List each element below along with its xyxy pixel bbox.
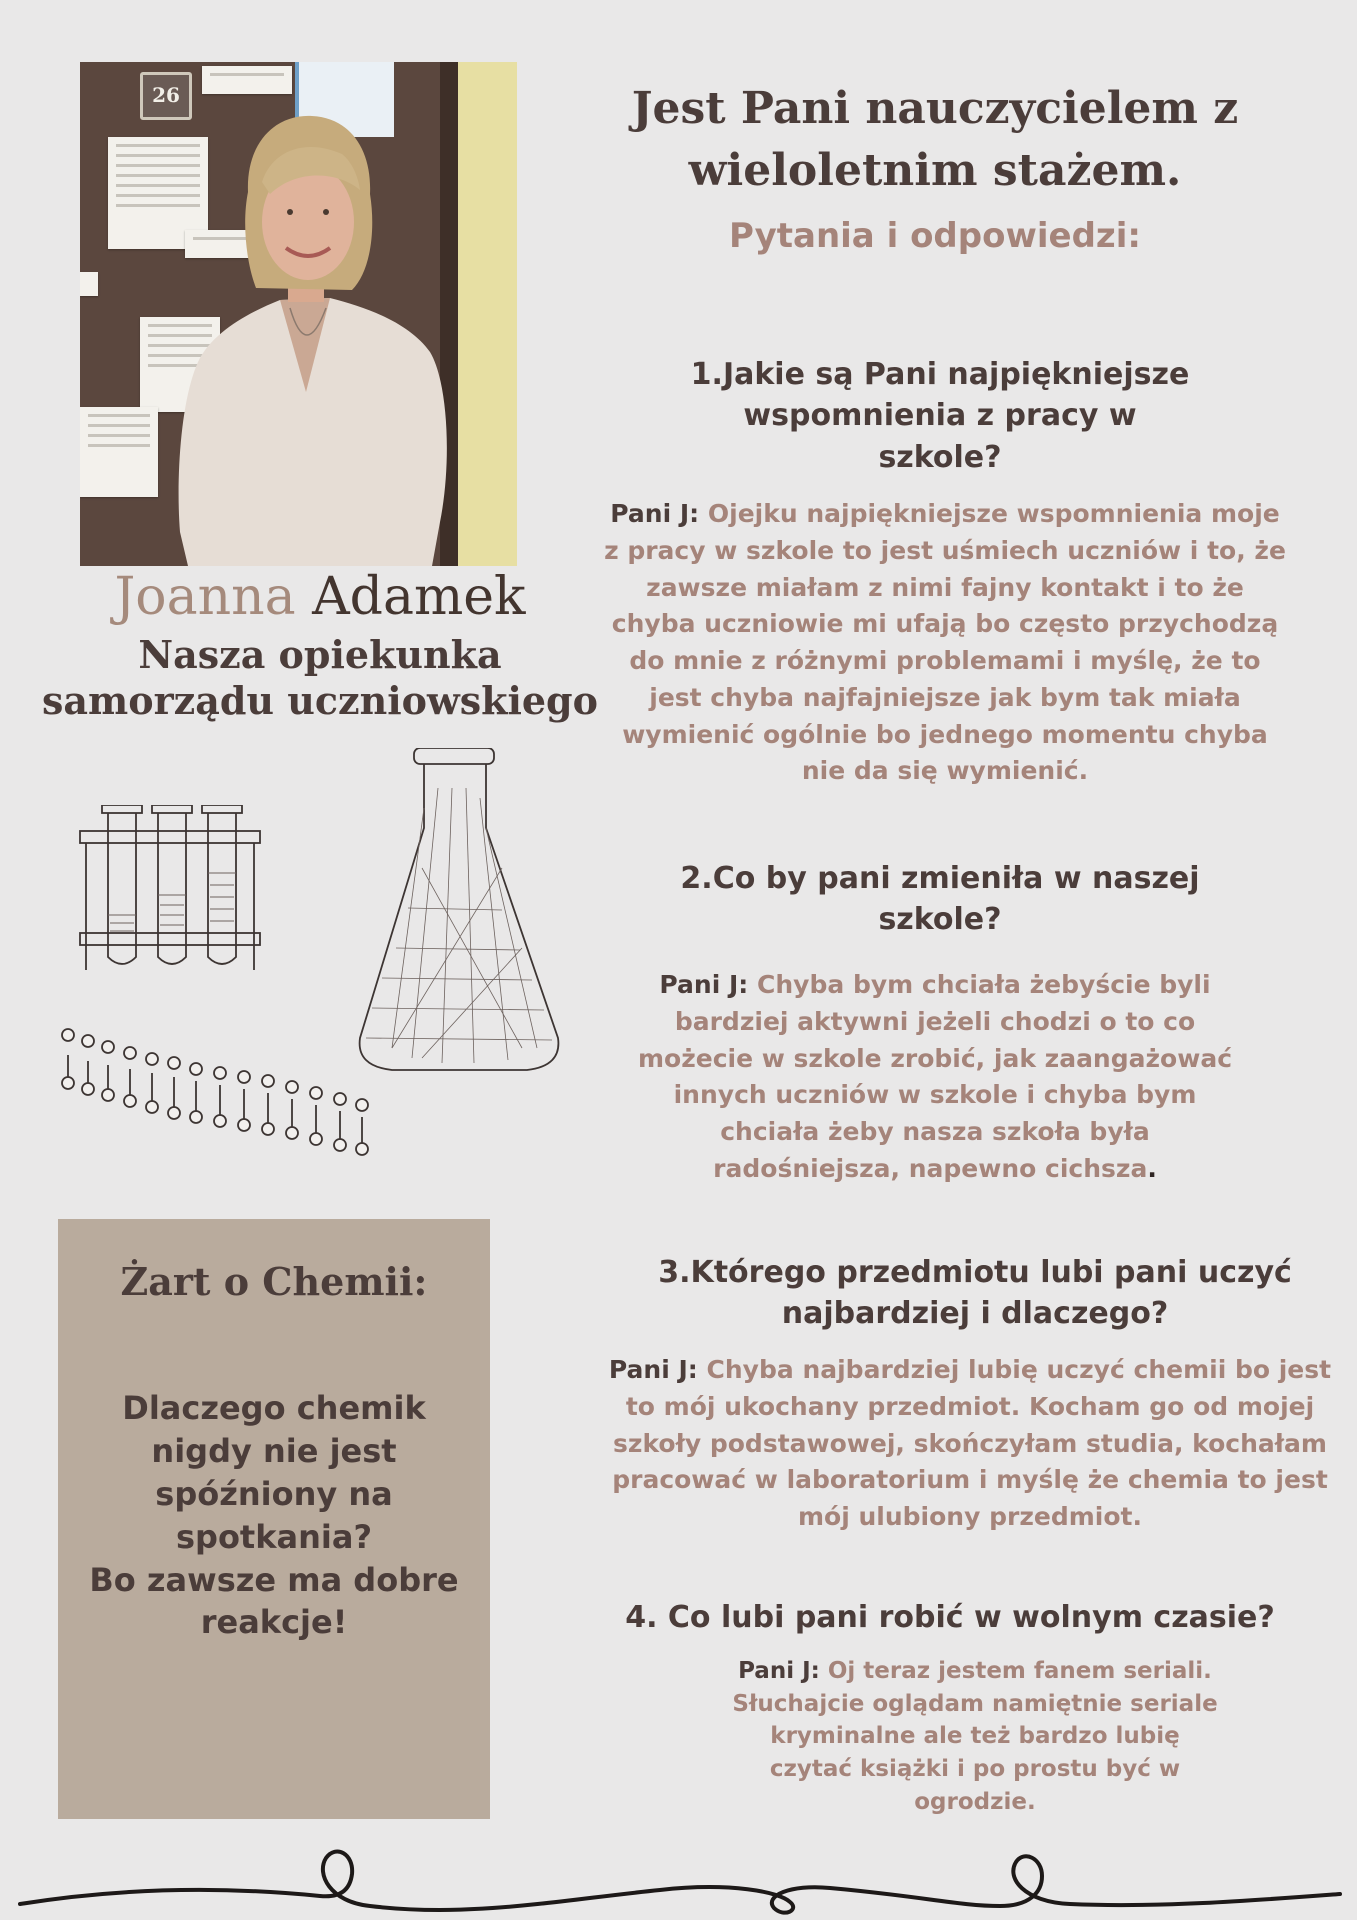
answer-line: Chyba bym chciała żebyście byli	[757, 970, 1211, 999]
question-line: szkole?	[878, 902, 1002, 938]
person-role: Nasza opiekunka samorządu uczniowskiego	[42, 632, 598, 724]
answer-4	[690, 1655, 1260, 1818]
question-line: wspomnienia z pracy w	[743, 398, 1137, 434]
answer-line: ogrodzie.	[914, 1788, 1036, 1815]
answer-line: pracować w laboratorium i myślę że chemia to jest	[612, 1465, 1328, 1495]
answer-line: do mnie z różnymi problemami i myślę, że to	[629, 646, 1261, 675]
answer-speaker: Pani J:	[610, 499, 700, 528]
question-line: szkole?	[878, 439, 1002, 475]
answer-line: kryminalne ale też bardzo lubię	[770, 1723, 1180, 1750]
answer-speaker: Pani J:	[738, 1658, 820, 1684]
question-1	[620, 354, 1260, 478]
last-name: Adamek	[312, 567, 526, 627]
question-line: 4. Co lubi pani robić w wolnym czasie?	[625, 1600, 1275, 1635]
test-tubes-rack-sketch	[78, 805, 263, 975]
portrait-photo	[80, 62, 517, 566]
page-subtitle: Pytania i odpowiedzi:	[729, 216, 1141, 256]
joke-box	[58, 1219, 490, 1819]
joke-line: spotkania?	[175, 1517, 372, 1556]
page-title-line: wieloletnim stażem.	[688, 144, 1182, 196]
answer-speaker: Pani J:	[608, 1355, 698, 1384]
first-name: Joanna	[114, 567, 296, 627]
answer-1	[585, 496, 1305, 790]
joke-line: Bo zawsze ma dobre	[89, 1560, 459, 1599]
joke-line: reakcje!	[200, 1603, 348, 1642]
joke-line: nigdy nie jest	[151, 1431, 397, 1470]
answer-line: mój ulubiony przedmiot.	[798, 1502, 1142, 1531]
page-title	[600, 78, 1270, 201]
question-2	[620, 858, 1260, 941]
answer-line: bardziej aktywni jeżeli chodzi o to co	[674, 1006, 1196, 1036]
answer-speaker: Pani J:	[659, 970, 749, 999]
joke-line: spóźniony na	[155, 1474, 393, 1513]
answer-line: możecie w szkole zrobić, jak zaangażować	[637, 1043, 1233, 1073]
answer-line: jest chyba najfajniejsze jak bym tak miała	[649, 682, 1241, 712]
answer-line: chyba uczniowie mi ufają bo często przychodzą	[611, 609, 1279, 639]
answer-line: innych uczniów w szkole i chyba bym	[673, 1080, 1197, 1110]
answer-line: to mój ukochany przedmiot. Kocham go od mojej	[625, 1391, 1315, 1421]
question-line: 2.Co by pani zmieniła w naszej	[680, 861, 1200, 896]
woman-figure	[80, 62, 517, 566]
answer-line: czytać książki i po prostu być w	[769, 1755, 1181, 1782]
answer-2	[615, 967, 1255, 1188]
answer-line: Oj teraz jestem fanem seriali.	[827, 1658, 1212, 1684]
question-line: 1.Jakie są Pani najpiękniejsze	[690, 357, 1190, 392]
page-title-line: Jest Pani nauczycielem z	[631, 83, 1239, 134]
joke-title: Żart o Chemii:	[120, 1259, 428, 1304]
question-line: 3.Którego przedmiotu lubi pani uczyć	[658, 1255, 1292, 1290]
answer-line: chciała żeby nasza szkoła była	[720, 1117, 1150, 1146]
answer-end-punctuation: .	[1147, 1153, 1157, 1183]
answer-line: nie da się wymienić.	[801, 756, 1089, 786]
answer-line: szkoły podstawowej, skończyłam studia, kochałam	[613, 1428, 1327, 1458]
answer-line: radośniejsza, napewno cichsza	[713, 1153, 1148, 1183]
joke-text	[68, 1387, 480, 1644]
joke-line: Dlaczego chemik	[122, 1389, 426, 1427]
molecule-chain-sketch	[58, 1025, 378, 1160]
answer-line: z pracy w szkole to jest uśmiech uczniów i to, że	[604, 535, 1286, 565]
erlenmeyer-flask-sketch	[352, 748, 567, 1078]
question-3	[630, 1252, 1320, 1335]
answer-line: wymienić ogólnie bo jednego momentu chyba	[622, 719, 1268, 749]
swirl-divider	[0, 1830, 1357, 1920]
answer-line: zawsze miałam z nimi fajny kontakt i to że	[646, 572, 1244, 602]
question-line: najbardziej i dlaczego?	[781, 1296, 1169, 1332]
person-name	[40, 566, 600, 628]
answer-line: Słuchajcie oglądam namiętnie seriale	[732, 1690, 1218, 1717]
answer-line: Chyba najbardziej lubię uczyć chemii bo jest	[706, 1355, 1332, 1384]
answer-3	[605, 1352, 1335, 1536]
question-4	[620, 1597, 1280, 1638]
answer-line: Ojejku najpiękniejsze wspomnienia moje	[707, 499, 1280, 528]
door-number-plaque: 26	[140, 72, 192, 120]
